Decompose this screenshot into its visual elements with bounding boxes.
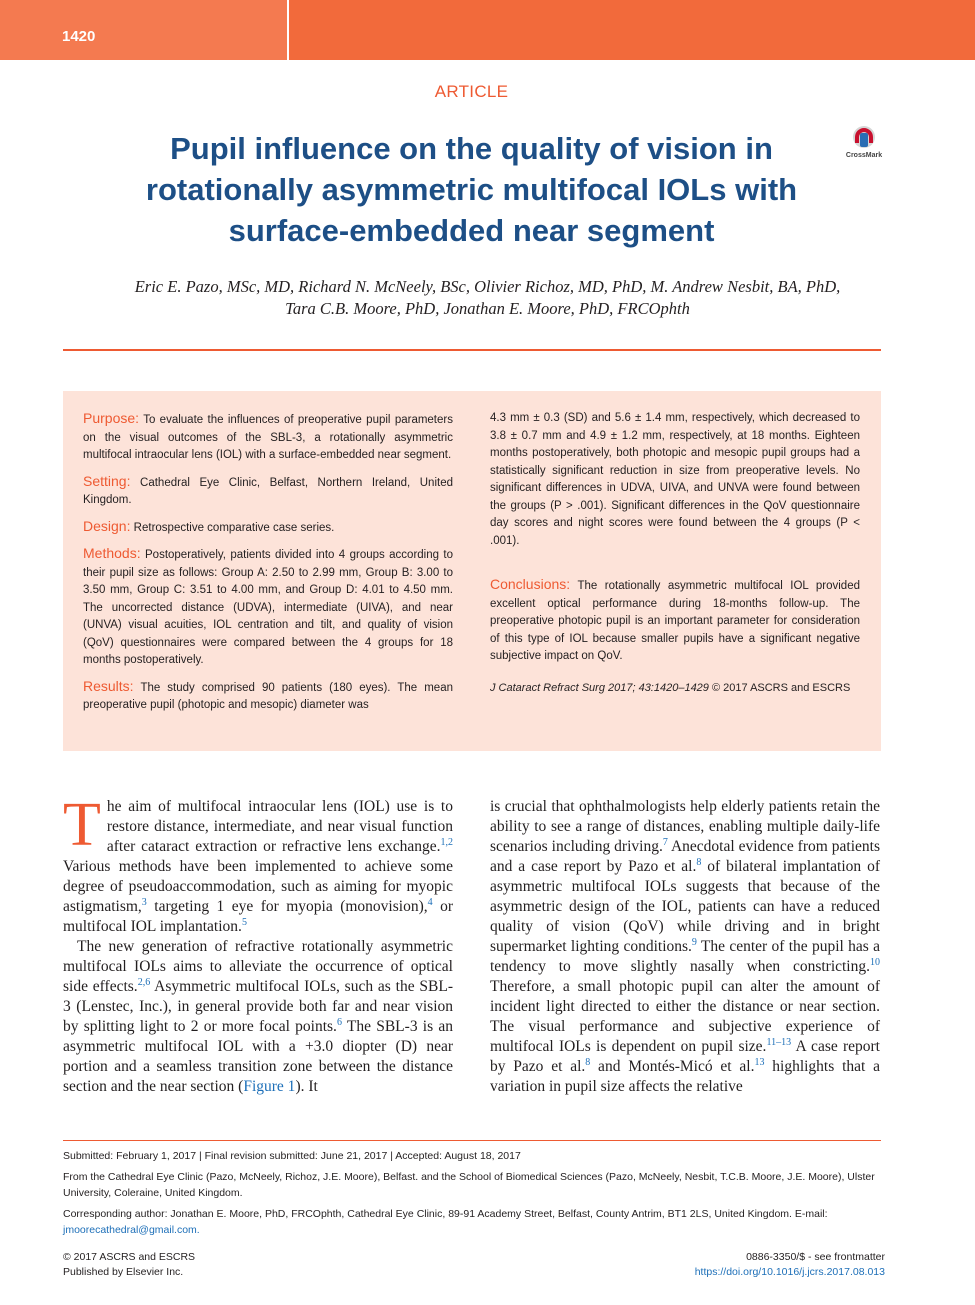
setting-heading: Setting: [83, 472, 131, 489]
conclusions-heading: Conclusions: [490, 576, 571, 592]
body-column-right [490, 797, 880, 1097]
doi-link[interactable]: https://doi.org/10.1016/j.jcrs.2017.08.013 [694, 1266, 885, 1278]
journal-citation [490, 680, 860, 698]
page-header-bar [0, 0, 975, 60]
methods-heading: Methods: [83, 545, 141, 561]
footer-left [63, 1250, 195, 1280]
authors-line-1: Eric E. Pazo, MSc, MD, Richard N. McNeely, BSc, Olivier Richoz, MD, PhD, M. Andrew Nesbit, BA, PhD, [134, 277, 841, 296]
body-text: highlights that a variation in pupil size affects the relative [490, 1058, 880, 1095]
body-text: or multifocal IOL implantation. [63, 898, 453, 935]
footer-copyright: © 2017 ASCRS and ESCRS [63, 1251, 196, 1263]
reference-link[interactable]: 3 [141, 896, 147, 908]
abstract-results-start [83, 678, 453, 715]
reference-link[interactable]: 13 [754, 1056, 765, 1068]
abstract-setting [83, 473, 453, 510]
reference-link[interactable]: 7 [662, 836, 668, 848]
abstract-results-continued: 4.3 mm ± 0.3 (SD) and 5.6 ± 1.4 mm, respectively, which decreased to 3.8 ± 0.7 mm and 4.9 ± 1.2 mm, respectively, at 18 months. Eighteen months postoperatively, both photopic and mesopic pupil groups had a statistically significant reduction in size from preoperative levels. No significant differences in UDVA, UIVA, and UNVA were found between the groups (P > .001). Significant differences in the QoV questionnaire day scores and night scores were found between the 4 groups (P < .001). [490, 412, 860, 547]
abstract-column-left [83, 410, 453, 723]
footnote-divider [63, 1140, 881, 1141]
citation-journal: J Cataract Refract Surg 2017; 43:1420–1429 [490, 681, 709, 694]
footer-issn: 0886-3350/$ - see frontmatter [746, 1251, 885, 1263]
design-text: Retrospective comparative case series. [133, 521, 335, 534]
reference-link[interactable]: 2,6 [137, 976, 151, 988]
body-text: Anecdotal evidence from patients and a case report by Pazo et al. [490, 838, 880, 875]
body-text: ). It [295, 1078, 318, 1095]
body-text: The center of the pupil has a tendency to move slightly nasally when constricting. [490, 938, 880, 975]
design-heading: Design: [83, 517, 131, 534]
reference-link[interactable]: 10 [870, 956, 880, 968]
email-link[interactable]: jmoorecathedral@gmail.com. [63, 1224, 200, 1236]
reference-link[interactable]: 6 [336, 1016, 342, 1028]
abstract-column-right [490, 410, 860, 697]
section-label: ARTICLE [434, 82, 509, 101]
article-title: Pupil influence on the quality of vision in rotationally asymmetric multifocal IOLs with surface-embedded near segment [145, 131, 798, 248]
authors-line-2: Tara C.B. Moore, PhD, Jonathan E. Moore, PhD, FRCOphth [285, 299, 690, 318]
crossmark-label: CrossMark [845, 152, 883, 159]
body-paragraph-3 [490, 797, 880, 1097]
header-bar-left [0, 0, 287, 60]
body-text: Therefore, a small photopic pupil can alter the amount of incident light directed to either the distance or near section. The visual performance and subjective experience of multifocal IOLs is dependent on pupil size. [490, 978, 880, 1055]
abstract-methods [83, 545, 453, 670]
corresponding-author [63, 1206, 881, 1238]
reference-link[interactable]: 11–13 [766, 1036, 792, 1048]
footer-right [560, 1250, 885, 1280]
body-text: A case report by Pazo et al. [490, 1038, 880, 1075]
reference-link[interactable]: 4 [427, 896, 433, 908]
body-text: and Montés-Micó et al. [590, 1058, 755, 1075]
purpose-text: To evaluate the influences of preoperative pupil parameters on the visual outcomes of the SBL-3, a rotationally asymmetric multifocal intraocular lens (IOL) with a surface-embedded near segment. [83, 414, 453, 461]
body-text: he aim of multifocal intraocular lens (IOL) use is to restore distance, intermediate, and near visual function after cataract extraction or refractive lens exchange. [106, 798, 453, 855]
body-text: Various methods have been implemented to achieve some degree of pseudoaccommodation, such as aiming for myopic astigmatism, [63, 858, 453, 915]
body-paragraph-2 [63, 937, 453, 1097]
reference-link[interactable]: 8 [696, 856, 702, 868]
figure-1-link[interactable]: Figure 1 [243, 1078, 296, 1095]
reference-link[interactable]: 1,2 [440, 836, 453, 848]
page-number: 1420 [62, 28, 96, 45]
body-text: of bilateral implantation of asymmetric multifocal IOLs suggests that because of the asymmetric design of the IOL, patients can have a reduced quality of vision (QoV) while driving and in bright supermarket lighting conditions. [490, 858, 880, 955]
abstract-purpose [83, 410, 453, 465]
results-heading: Results: [83, 677, 134, 694]
abstract-conclusions [490, 576, 860, 666]
conclusions-text: The rotationally asymmetric multifocal IOL provided excellent optical performance during 18-months follow-up. The preoperative photopic pupil is an important parameter for consideration of this type of IOL because smaller pupils have a significant negative subjective impact on QoV. [490, 580, 860, 662]
footnotes [63, 1148, 881, 1243]
citation-copyright: © 2017 ASCRS and ESCRS [711, 681, 851, 694]
reference-link[interactable]: 5 [241, 916, 247, 928]
submission-dates: Submitted: February 1, 2017 | Final revision submitted: June 21, 2017 | Accepted: August 18, 2017 [63, 1150, 521, 1162]
reference-link[interactable]: 9 [691, 936, 697, 948]
body-text: The new generation of refractive rotationally asymmetric multifocal IOLs aims to alleviate the occurrence of optical side effects. [63, 938, 453, 995]
body-text: is crucial that ophthalmologists help elderly patients retain the ability to see a range of distances, enabling multiple daily-life scenarios including driving. [490, 798, 880, 855]
body-text: The SBL-3 is an asymmetric multifocal IOL with a +3.0 diopter (D) near portion and a seamless transition zone between the distance section and the near section ( [63, 1018, 454, 1095]
body-paragraph-1 [63, 791, 453, 937]
methods-text: Postoperatively, patients divided into 4 groups according to their pupil size as follows: Group A: 2.50 to 2.99 mm, Group B: 3.00 to 3.50 mm, Group C: 3.51 to 4.00 mm, and Group D: 4.01 to 4.50 mm. The uncorrected distance (UDVA), intermediate (UIVA), and near (UNVA) visual acuities, IOL centration and tilt, and quality of vision (QoV) questionnaires were compared between the 4 groups for 18 months postoperatively. [83, 549, 454, 666]
body-text: targeting 1 eye for myopia (monovision), [146, 898, 428, 915]
reference-link[interactable]: 8 [585, 1056, 591, 1068]
affiliations: From the Cathedral Eye Clinic (Pazo, McNeely, Richoz, J.E. Moore), Belfast. and the School of Biomedical Sciences (Pazo, McNeely, Nesbit, T.C.B. Moore, J.E. Moore), Ulster University, Coleraine, United Kingdom. [63, 1171, 875, 1199]
purpose-heading: Purpose: [83, 410, 140, 426]
title-divider [63, 349, 881, 351]
abstract-design [83, 518, 453, 538]
setting-text: Cathedral Eye Clinic, Belfast, Northern Ireland, United Kingdom. [83, 476, 453, 506]
drop-cap: T [63, 791, 101, 859]
footer-publisher: Published by Elsevier Inc. [63, 1266, 184, 1278]
results-text-start: The study comprised 90 patients (180 eyes). The mean preoperative pupil (photopic and mesopic) diameter was [83, 681, 453, 711]
author-list [60, 276, 915, 320]
body-text: Asymmetric multifocal IOLs, such as the SBL-3 (Lenstec, Inc.), in general provide both far and near vision by splitting light to 2 or more focal points. [63, 978, 453, 1035]
header-bar-right [289, 0, 975, 60]
body-column-left [63, 791, 454, 1097]
corresponding-text: Corresponding author: Jonathan E. Moore, PhD, FRCOphth, Cathedral Eye Clinic, 89-91 Academy Street, Belfast, County Antrim, BT1 2LS, United Kingdom. E-mail: [63, 1208, 828, 1220]
